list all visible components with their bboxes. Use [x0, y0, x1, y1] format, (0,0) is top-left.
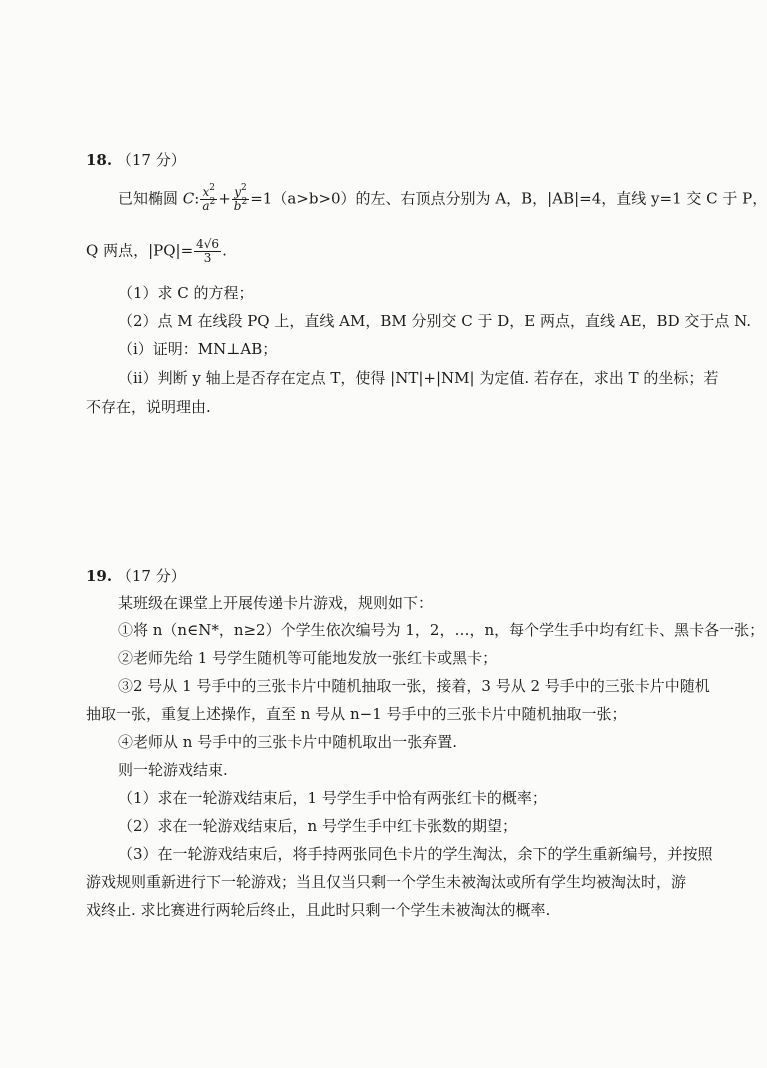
q19-question3-a: （3）在一轮游戏结束后，将手持两张同色卡片的学生淘汰，余下的学生重新编号，并按照: [118, 845, 713, 863]
q18-part2-ii-b: 不存在，说明理由.: [86, 398, 211, 416]
q19-rule1: ①将 n（n∈N*，n≥2）个学生依次编号为 1，2，…，n，每个学生手中均有红卡、黑卡各一张；: [118, 621, 765, 639]
q19-rule3-b: 抽取一张，重复上述操作，直至 n 号从 n−1 号手中的三张卡片中随机抽取一张；: [86, 705, 627, 723]
q18-part2: （2）点 M 在线段 PQ 上，直线 AM，BM 分别交 C 于 D，E 两点，直线 AE，BD 交于点 N.: [118, 312, 752, 330]
q19-rule4: ④老师从 n 号手中的三张卡片中随机取出一张弃置.: [118, 733, 457, 751]
q18-part2-ii-a: （ii）判断 y 轴上是否存在定点 T，使得 |NT|+|NM| 为定值. 若存在，求出 T 的坐标；若: [118, 369, 719, 387]
x-over-a-fraction: $\frac{x^2}{a^2}$: [202, 183, 216, 213]
pq-fraction: $\frac{4√6}{3}$: [196, 237, 220, 265]
y-over-b-fraction: $\frac{y^2}{b^2}$: [233, 183, 248, 213]
q18-part1: （1）求 C 的方程；: [118, 284, 254, 302]
q18-header: [86, 150, 186, 170]
q19-rule3-a: ③2 号从 1 号手中的三张卡片中随机抽取一张，接着，3 号从 2 号手中的三张卡片中随机: [118, 677, 710, 695]
q18-line2: Q 两点，|PQ|= $\frac{4√6}{3}$ .: [86, 237, 227, 265]
q19-rule2: ②老师先给 1 号学生随机等可能地发放一张红卡或黑卡；: [118, 649, 498, 667]
q19-question1: （1）求在一轮游戏结束后，1 号学生手中恰有两张红卡的概率；: [118, 789, 547, 807]
q19-score: （17 分）: [116, 567, 186, 585]
q18-part2-i: （i）证明：MN⊥AB；: [118, 340, 278, 358]
q19-question2: （2）求在一轮游戏结束后，n 号学生手中红卡张数的期望；: [118, 817, 517, 835]
q19-intro: 某班级在课堂上开展传递卡片游戏，规则如下：: [118, 594, 434, 612]
q19-end: 则一轮游戏结束.: [118, 761, 228, 779]
q19-question3-b: 游戏规则重新进行下一轮游戏；当且仅当只剩一个学生未被淘汰或所有学生均被淘汰时，游: [86, 873, 687, 891]
q18-intro: 已知椭圆 C: $\frac{x^2}{a^2}$ + $\frac{y^2}{b^2}$ =1（a>b>0）的左、右顶点分别为 A，B，|AB|=4，直线 y=1 交 C 于 P，: [118, 183, 767, 213]
q18-score: （17 分）: [116, 151, 186, 169]
q19-header: [86, 566, 186, 586]
q19-question3-c: 戏终止. 求比赛进行两轮后终止，且此时只剩一个学生未被淘汰的概率.: [86, 901, 551, 919]
q18-number: 18.: [86, 151, 113, 169]
q19-number: 19.: [86, 567, 113, 585]
